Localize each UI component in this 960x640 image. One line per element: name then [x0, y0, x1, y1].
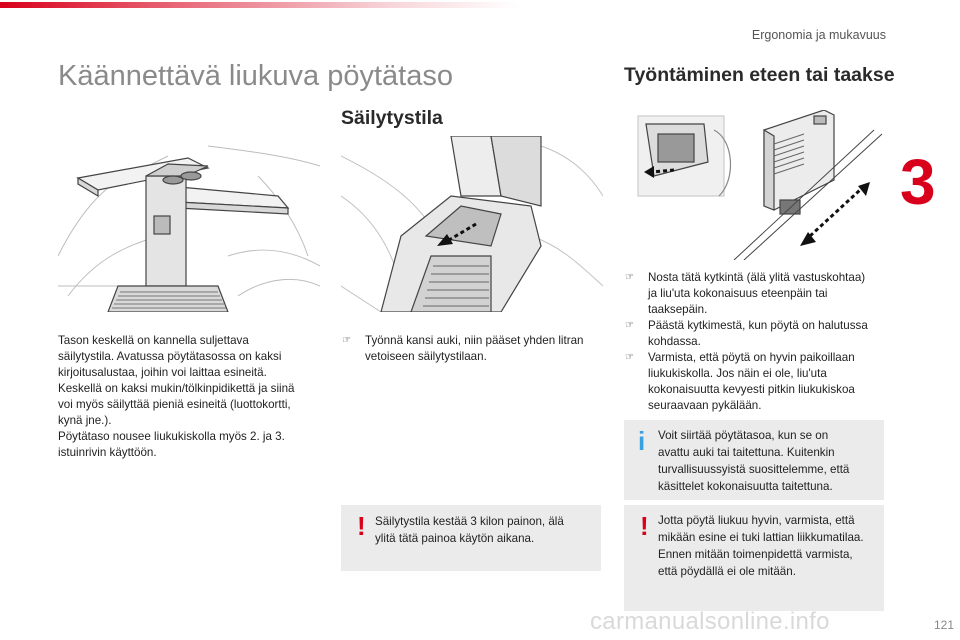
warning-icon: ! [640, 511, 649, 541]
list-item: ☞ Päästä kytkimestä, kun pöytä on halutussa kohdassa. [625, 319, 868, 348]
bullet-icon: ☞ [342, 335, 351, 346]
warning-icon: ! [357, 511, 366, 541]
table-illustration [58, 136, 320, 312]
list-item: ☞ Nosta tätä kytkintä (älä ylitä vastuskohtaa) ja liu'uta kokonaisuus eteenpäin tai taaksepäin. [625, 271, 866, 316]
header-accent-bar [0, 0, 960, 10]
slide-steps [624, 270, 886, 414]
paragraph-line: Pöytätaso nousee liukukiskolla myös 2. ja 3. [58, 430, 285, 443]
info-icon: i [638, 426, 646, 456]
paragraph-line: kirjoitusalustaa, joihin voi laittaa esineitä. [58, 366, 267, 379]
chapter-number: 3 [900, 146, 936, 218]
list-item: ☞ Varmista, että pöytä on hyvin paikoillaan liukukiskolla. Jos näin ei ole, liu'uta kokonaisuutta kevyesti pitkin liukukiskoa seuraavaan pykälään. [625, 351, 855, 412]
paragraph-line: voi myös säilyttää pieniä esineitä (luottokortti, [58, 398, 291, 411]
table-description [58, 333, 295, 461]
bullet-icon: ☞ [625, 320, 634, 331]
paragraph-line: kynä jne.). [58, 414, 112, 427]
storage-steps [341, 333, 603, 365]
slide-illustration [624, 110, 886, 260]
paragraph-line: säilytystila. Avatussa pöytätasossa on kaksi [58, 350, 282, 363]
watermark: carmanualsonline.info [590, 608, 830, 635]
paragraph-line: istuinrivin käyttöön. [58, 446, 157, 459]
storage-heading: Säilytystila [341, 107, 443, 129]
paragraph-line: Keskellä on kaksi mukin/tölkinpidikettä ja siinä [58, 382, 295, 395]
page-title: Käännettävä liukuva pöytätaso [58, 60, 453, 92]
bullet-icon: ☞ [625, 272, 634, 283]
page-number: 121 [933, 618, 954, 632]
slide-warning-box: ! Jotta pöytä liukuu hyvin, varmista, että mikään esine ei tuki lattian liikkumatilaa. Ennen mitään toimenpidettä varmista, että pöydällä ei ole mitään. [624, 505, 884, 611]
storage-warning-box: ! Säilytystila kestää 3 kilon painon, älä ylitä tätä painoa käytön aikana. [341, 505, 601, 571]
slide-info-box: i Voit siirtää pöytätasoa, kun se on avattu auki tai taitettuna. Kuitenkin turvallisuussyistä suosittelemme, että käsittelet kokonaisuutta taitettuna. [624, 420, 884, 500]
bullet-icon: ☞ [625, 352, 634, 363]
paragraph-line: Tason keskellä on kannella suljettava [58, 334, 249, 347]
section-title: Ergonomia ja mukavuus [751, 28, 886, 42]
slide-heading: Työntäminen eteen tai taakse [624, 64, 895, 86]
list-item: ☞ Työnnä kansi auki, niin pääset yhden litran vetoiseen säilytystilaan. [342, 334, 584, 363]
storage-illustration [341, 136, 603, 312]
